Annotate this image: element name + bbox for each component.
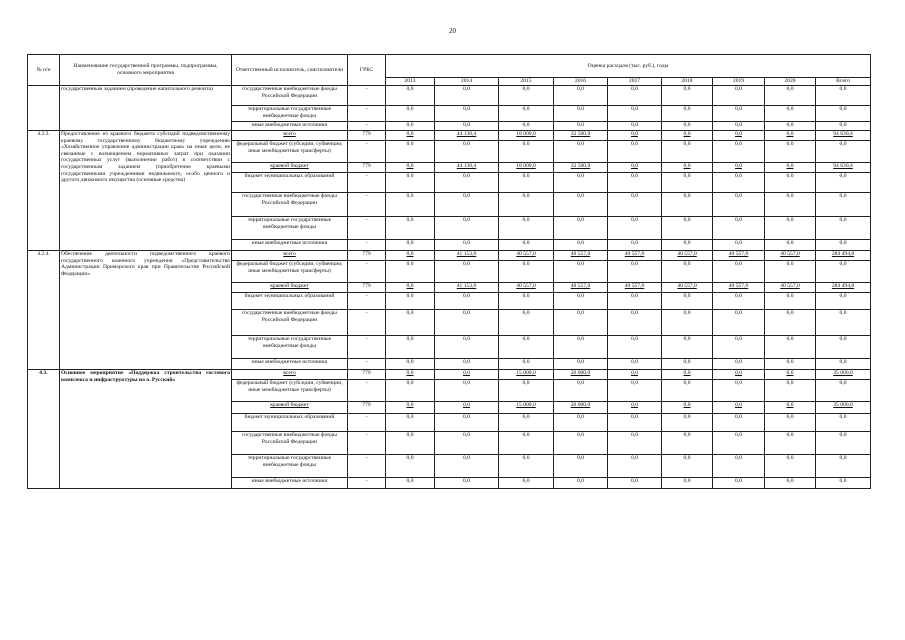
year-value-cell: 0,0	[608, 122, 662, 131]
total-cell: 0,0	[816, 106, 871, 122]
total-cell: 0,0	[816, 359, 871, 370]
year-value-cell: 0,0	[435, 86, 499, 106]
year-value-cell: 0,0	[608, 370, 662, 380]
year-value-cell: 0,0	[608, 310, 662, 336]
executor-cell: краевой бюджет	[232, 283, 348, 293]
year-value-cell: 0,0	[386, 141, 435, 163]
year-value-cell: 0,0	[662, 217, 713, 240]
year-value-cell: 0,0	[608, 106, 662, 122]
year-value-cell: 0,0	[608, 217, 662, 240]
header-year: 2016	[554, 78, 608, 86]
year-value-cell: 0,0	[435, 310, 499, 336]
table-row	[28, 251, 871, 261]
year-value-cell: 0,0	[765, 193, 816, 217]
executor-cell: всего	[232, 131, 348, 141]
year-value-cell: 0,0	[499, 293, 554, 310]
year-value-cell: 0,0	[662, 336, 713, 359]
year-value-cell: 40 557,0	[662, 251, 713, 261]
year-value-cell: 0,0	[713, 359, 765, 370]
year-value-cell: 0,0	[765, 261, 816, 283]
executor-cell: федеральный бюджет (субсидии, субвенции, иные межбюджетные трансферты)	[232, 380, 348, 402]
year-value-cell: 0,0	[499, 193, 554, 217]
year-value-cell: 0,0	[662, 370, 713, 380]
year-value-cell: 0,0	[386, 336, 435, 359]
year-value-cell: 40 557,0	[662, 283, 713, 293]
year-value-cell: 0,0	[713, 217, 765, 240]
year-value-cell: 0,0	[499, 478, 554, 489]
executor-cell: всего	[232, 251, 348, 261]
executor-cell: краевой бюджет	[232, 402, 348, 414]
year-value-cell: 0,0	[765, 173, 816, 193]
year-value-cell: 40 557,0	[608, 283, 662, 293]
grbs-cell: -	[348, 240, 386, 251]
year-value-cell: 0,0	[713, 122, 765, 131]
year-value-cell: 0,0	[554, 106, 608, 122]
year-value-cell: 40 557,0	[554, 283, 608, 293]
year-value-cell: 0,0	[662, 141, 713, 163]
year-value-cell: 40 557,0	[765, 283, 816, 293]
year-value-cell: 0,0	[765, 163, 816, 173]
year-value-cell: 0,0	[608, 432, 662, 455]
year-value-cell: 0,0	[608, 455, 662, 478]
total-cell: 35 000,0	[816, 402, 871, 414]
grbs-cell: 779	[348, 131, 386, 141]
year-value-cell: 0,0	[662, 455, 713, 478]
budget-table	[27, 54, 871, 489]
year-value-cell: 0,0	[435, 141, 499, 163]
grbs-cell: 779	[348, 283, 386, 293]
year-value-cell: 0,0	[608, 86, 662, 106]
header-total: Всего	[816, 78, 871, 86]
year-value-cell: 0,0	[662, 122, 713, 131]
year-value-cell: 0,0	[499, 455, 554, 478]
grbs-cell: -	[348, 141, 386, 163]
year-value-cell: 0,0	[662, 261, 713, 283]
year-value-cell: 0,0	[554, 293, 608, 310]
year-value-cell: 0,0	[765, 86, 816, 106]
year-value-cell: 0,0	[435, 193, 499, 217]
year-value-cell: 0,0	[554, 240, 608, 251]
year-value-cell: 0,0	[713, 478, 765, 489]
year-value-cell: 0,0	[608, 478, 662, 489]
year-value-cell: 0,0	[499, 336, 554, 359]
year-value-cell: 0,0	[435, 122, 499, 131]
total-cell: 0,0	[816, 141, 871, 163]
year-value-cell: 0,0	[713, 310, 765, 336]
year-value-cell: 0,0	[765, 336, 816, 359]
grbs-cell: -	[348, 455, 386, 478]
year-value-cell: 0,0	[662, 131, 713, 141]
year-value-cell: 0,0	[713, 106, 765, 122]
executor-cell: бюджет муниципальных образований	[232, 293, 348, 310]
year-value-cell: 0,0	[765, 240, 816, 251]
table-row	[28, 370, 871, 380]
year-value-cell: 0,0	[499, 310, 554, 336]
total-cell: 0,0	[816, 217, 871, 240]
year-value-cell: 0,0	[435, 370, 499, 380]
item-name: Обеспечение деятельности подведомственного краевого государственного казенного учреждения «Представительство Администрации Приморского края при Правительстве Российской Федерации»	[60, 251, 232, 370]
executor-cell: иные внебюджетные источники	[232, 478, 348, 489]
year-value-cell: 0,0	[386, 455, 435, 478]
year-value-cell: 0,0	[554, 122, 608, 131]
year-value-cell: 0,0	[386, 261, 435, 283]
year-value-cell: 0,0	[554, 141, 608, 163]
year-value-cell: 0,0	[499, 106, 554, 122]
header-year: 2015	[499, 78, 554, 86]
executor-cell: всего	[232, 370, 348, 380]
grbs-cell: -	[348, 432, 386, 455]
year-value-cell: 44 130,4	[435, 131, 499, 141]
year-value-cell: 0,0	[608, 402, 662, 414]
year-value-cell: 0,0	[713, 380, 765, 402]
item-number: 4.2.4.	[28, 251, 60, 370]
year-value-cell: 0,0	[662, 310, 713, 336]
header-number: № п/п	[28, 55, 60, 86]
table-body	[28, 86, 871, 489]
year-value-cell: 0,0	[554, 261, 608, 283]
year-value-cell: 0,0	[435, 293, 499, 310]
year-value-cell: 0,0	[713, 402, 765, 414]
year-value-cell: 0,0	[713, 240, 765, 251]
executor-cell: иные внебюджетные источники	[232, 122, 348, 131]
executor-cell: территориальные государственные внебюджетные фонды	[232, 336, 348, 359]
total-cell: 0,0	[816, 240, 871, 251]
year-value-cell: 0,0	[435, 414, 499, 432]
item-name: Основное мероприятие «Поддержка строительства гостевого комплекса и инфраструктуры на о. Русский»	[60, 370, 232, 489]
table-row	[28, 131, 871, 141]
year-value-cell: 32 500,0	[554, 131, 608, 141]
total-cell: 0,0	[816, 455, 871, 478]
total-cell: 0,0	[816, 380, 871, 402]
item-name: государственным заданием (проведение капитального ремонта)	[60, 86, 232, 131]
total-cell: 94 630,4	[816, 163, 871, 173]
grbs-cell: 779	[348, 370, 386, 380]
year-value-cell: 0,0	[386, 478, 435, 489]
year-value-cell: 0,0	[435, 432, 499, 455]
year-value-cell: 0,0	[713, 336, 765, 359]
year-value-cell: 0,0	[499, 141, 554, 163]
total-cell: 94 630,4	[816, 131, 871, 141]
grbs-cell: -	[348, 173, 386, 193]
header-executor: Ответственный исполнитель, соисполнители	[232, 55, 348, 86]
total-cell: 0,0	[816, 478, 871, 489]
year-value-cell: 0,0	[713, 432, 765, 455]
year-value-cell: 0,0	[435, 359, 499, 370]
year-value-cell: 0,0	[765, 293, 816, 310]
year-value-cell: 0,0	[662, 380, 713, 402]
year-value-cell: 0,0	[386, 380, 435, 402]
year-value-cell: 0,0	[554, 86, 608, 106]
year-value-cell: 0,0	[765, 122, 816, 131]
total-cell: 0,0	[816, 293, 871, 310]
year-value-cell: 0,0	[386, 86, 435, 106]
year-value-cell: 0,0	[713, 131, 765, 141]
year-value-cell: 0,0	[386, 414, 435, 432]
header-year: 2020	[765, 78, 816, 86]
year-value-cell: 0,0	[765, 370, 816, 380]
header-grbs: ГРБС	[348, 55, 386, 86]
executor-cell: государственные внебюджетные фонды Российской Федерации	[232, 193, 348, 217]
year-value-cell: 0,0	[386, 163, 435, 173]
year-value-cell: 0,0	[499, 380, 554, 402]
year-value-cell: 0,0	[608, 193, 662, 217]
year-value-cell: 0,0	[386, 283, 435, 293]
year-value-cell: 0,0	[499, 432, 554, 455]
total-cell: 0,0	[816, 122, 871, 131]
total-cell: 0,0	[816, 336, 871, 359]
year-value-cell: 0,0	[662, 86, 713, 106]
year-value-cell: 0,0	[608, 240, 662, 251]
total-cell: 0,0	[816, 310, 871, 336]
year-value-cell: 0,0	[435, 380, 499, 402]
executor-cell: иные внебюджетные источники	[232, 240, 348, 251]
grbs-cell: -	[348, 193, 386, 217]
header-year: 2013	[386, 78, 435, 86]
year-value-cell: 0,0	[499, 359, 554, 370]
year-value-cell: 0,0	[554, 173, 608, 193]
year-value-cell: 0,0	[386, 240, 435, 251]
grbs-cell: -	[348, 106, 386, 122]
grbs-cell: -	[348, 217, 386, 240]
header-year: 2018	[662, 78, 713, 86]
year-value-cell: 0,0	[554, 359, 608, 370]
total-cell: 0,0	[816, 432, 871, 455]
header-year: 2019	[713, 78, 765, 86]
year-value-cell: 0,0	[386, 193, 435, 217]
year-value-cell: 0,0	[713, 141, 765, 163]
year-value-cell: 0,0	[608, 131, 662, 141]
grbs-cell: -	[348, 122, 386, 131]
year-value-cell: 0,0	[765, 432, 816, 455]
year-value-cell: 15 000,0	[499, 402, 554, 414]
year-value-cell: 40 557,0	[499, 251, 554, 261]
year-value-cell: 0,0	[499, 86, 554, 106]
year-value-cell: 0,0	[435, 402, 499, 414]
total-cell: 0,0	[816, 414, 871, 432]
year-value-cell: 40 557,0	[713, 283, 765, 293]
year-value-cell: 0,0	[713, 86, 765, 106]
year-value-cell: 0,0	[608, 359, 662, 370]
year-value-cell: 18 000,0	[499, 131, 554, 141]
year-value-cell: 0,0	[386, 122, 435, 131]
year-value-cell: 0,0	[608, 336, 662, 359]
year-value-cell: 0,0	[386, 432, 435, 455]
year-value-cell: 0,0	[713, 163, 765, 173]
year-value-cell: 0,0	[386, 251, 435, 261]
year-value-cell: 0,0	[662, 163, 713, 173]
executor-cell: бюджет муниципальных образований	[232, 414, 348, 432]
year-value-cell: 40 557,0	[499, 283, 554, 293]
year-value-cell: 0,0	[386, 402, 435, 414]
grbs-cell: -	[348, 359, 386, 370]
year-value-cell: 0,0	[713, 193, 765, 217]
year-value-cell: 0,0	[554, 336, 608, 359]
executor-cell: федеральный бюджет (субсидии, субвенции, иные межбюджетные трансферты)	[232, 141, 348, 163]
year-value-cell: 0,0	[765, 141, 816, 163]
header-name: Наименование государственной программы, подпрограммы, основного мероприятия	[60, 55, 232, 86]
total-cell: 284 494,8	[816, 283, 871, 293]
year-value-cell: 0,0	[765, 380, 816, 402]
total-cell: 0,0	[816, 86, 871, 106]
item-number	[28, 86, 60, 131]
year-value-cell: 0,0	[765, 455, 816, 478]
year-value-cell: 0,0	[662, 402, 713, 414]
grbs-cell: -	[348, 261, 386, 283]
grbs-cell: -	[348, 380, 386, 402]
grbs-cell: -	[348, 336, 386, 359]
year-value-cell: 0,0	[662, 240, 713, 251]
executor-cell: государственные внебюджетные фонды Российской Федерации	[232, 310, 348, 336]
header-year: 2014	[435, 78, 499, 86]
year-value-cell: 0,0	[386, 106, 435, 122]
year-value-cell: 0,0	[608, 173, 662, 193]
year-value-cell: 0,0	[554, 217, 608, 240]
executor-cell: территориальные государственные внебюджетные фонды	[232, 217, 348, 240]
year-value-cell: 41 153,0	[435, 283, 499, 293]
year-value-cell: 0,0	[713, 173, 765, 193]
executor-cell: территориальные государственные внебюджетные фонды	[232, 455, 348, 478]
year-value-cell: 0,0	[499, 122, 554, 131]
year-value-cell: 0,0	[386, 131, 435, 141]
year-value-cell: 0,0	[435, 106, 499, 122]
table-header	[28, 55, 871, 86]
year-value-cell: 0,0	[386, 370, 435, 380]
year-value-cell: 0,0	[662, 432, 713, 455]
year-value-cell: 0,0	[765, 217, 816, 240]
year-value-cell: 0,0	[608, 414, 662, 432]
year-value-cell: 44 130,4	[435, 163, 499, 173]
year-value-cell: 0,0	[662, 293, 713, 310]
grbs-cell: -	[348, 310, 386, 336]
year-value-cell: 0,0	[554, 380, 608, 402]
grbs-cell: 779	[348, 163, 386, 173]
year-value-cell: 0,0	[499, 261, 554, 283]
year-value-cell: 0,0	[554, 193, 608, 217]
year-value-cell: 20 000,0	[554, 402, 608, 414]
grbs-cell: -	[348, 414, 386, 432]
total-cell: 0,0	[816, 261, 871, 283]
year-value-cell: 0,0	[435, 173, 499, 193]
year-value-cell: 0,0	[608, 380, 662, 402]
grbs-cell: -	[348, 86, 386, 106]
grbs-cell: 779	[348, 251, 386, 261]
year-value-cell: 18 000,0	[499, 163, 554, 173]
year-value-cell: 0,0	[554, 414, 608, 432]
executor-cell: государственные внебюджетные фонды Российской Федерации	[232, 86, 348, 106]
year-value-cell: 0,0	[386, 293, 435, 310]
year-value-cell: 0,0	[499, 240, 554, 251]
executor-cell: краевой бюджет	[232, 163, 348, 173]
year-value-cell: 41 153,0	[435, 251, 499, 261]
year-value-cell: 0,0	[554, 455, 608, 478]
year-value-cell: 0,0	[662, 106, 713, 122]
year-value-cell: 0,0	[713, 261, 765, 283]
year-value-cell: 0,0	[713, 293, 765, 310]
year-value-cell: 40 557,0	[713, 251, 765, 261]
grbs-cell: -	[348, 478, 386, 489]
year-value-cell: 0,0	[435, 240, 499, 251]
year-value-cell: 0,0	[765, 359, 816, 370]
executor-cell: федеральный бюджет (субсидии, субвенции, иные межбюджетные трансферты)	[232, 261, 348, 283]
executor-cell: государственные внебюджетные фонды Российской Федерации	[232, 432, 348, 455]
total-cell: 0,0	[816, 173, 871, 193]
total-cell: 35 000,0	[816, 370, 871, 380]
year-value-cell: 0,0	[554, 478, 608, 489]
year-value-cell: 0,0	[765, 131, 816, 141]
year-value-cell: 40 557,0	[608, 251, 662, 261]
item-number: 4.2.3.	[28, 131, 60, 251]
year-value-cell: 0,0	[662, 359, 713, 370]
executor-cell: иные внебюджетные источники	[232, 359, 348, 370]
executor-cell: бюджет муниципальных образований	[232, 173, 348, 193]
year-value-cell: 0,0	[662, 414, 713, 432]
year-value-cell: 0,0	[499, 173, 554, 193]
year-value-cell: 0,0	[765, 478, 816, 489]
year-value-cell: 32 500,0	[554, 163, 608, 173]
year-value-cell: 0,0	[662, 478, 713, 489]
year-value-cell: 0,0	[608, 293, 662, 310]
grbs-cell: 779	[348, 402, 386, 414]
year-value-cell: 0,0	[386, 359, 435, 370]
year-value-cell: 0,0	[608, 163, 662, 173]
year-value-cell: 0,0	[435, 478, 499, 489]
header-year: 2017	[608, 78, 662, 86]
year-value-cell: 0,0	[554, 432, 608, 455]
year-value-cell: 0,0	[765, 402, 816, 414]
year-value-cell: 0,0	[713, 370, 765, 380]
header-estimate: Оценка расходов (тыс. руб.), годы	[386, 55, 871, 78]
total-cell: 284 494,8	[816, 251, 871, 261]
year-value-cell: 0,0	[765, 414, 816, 432]
year-value-cell: 15 000,0	[499, 370, 554, 380]
table-row	[28, 86, 871, 106]
year-value-cell: 0,0	[386, 217, 435, 240]
year-value-cell: 0,0	[499, 414, 554, 432]
year-value-cell: 0,0	[713, 455, 765, 478]
year-value-cell: 0,0	[765, 310, 816, 336]
year-value-cell: 0,0	[386, 173, 435, 193]
page-number: 20	[449, 27, 456, 35]
year-value-cell: 20 000,0	[554, 370, 608, 380]
total-cell: 0,0	[816, 193, 871, 217]
year-value-cell: 0,0	[435, 217, 499, 240]
year-value-cell: 0,0	[386, 310, 435, 336]
year-value-cell: 0,0	[662, 173, 713, 193]
year-value-cell: 0,0	[765, 106, 816, 122]
year-value-cell: 0,0	[435, 336, 499, 359]
year-value-cell: 0,0	[435, 261, 499, 283]
year-value-cell: 0,0	[608, 261, 662, 283]
year-value-cell: 0,0	[554, 310, 608, 336]
item-number: 4.3.	[28, 370, 60, 489]
executor-cell: территориальные государственные внебюджетные фонды	[232, 106, 348, 122]
year-value-cell: 40 557,0	[765, 251, 816, 261]
year-value-cell: 0,0	[713, 414, 765, 432]
year-value-cell: 40 557,0	[554, 251, 608, 261]
grbs-cell: -	[348, 293, 386, 310]
year-value-cell: 0,0	[662, 193, 713, 217]
item-name: Предоставление из краевого бюджета субсидий подведомственному краевому государственному бюджетному учреждению «Хозяйственное управление администрации края» на иные цели, не связанные с возмещением нормативных затрат при оказании государственных услуг (выполнении работ) в соответствии с государственным заданием (приобретение краевыми государственными учреждениями недвижимого, особо ценного и другого движимого имущества (основные средства)	[60, 131, 232, 251]
year-value-cell: 0,0	[608, 141, 662, 163]
year-value-cell: 0,0	[499, 217, 554, 240]
year-value-cell: 0,0	[435, 455, 499, 478]
